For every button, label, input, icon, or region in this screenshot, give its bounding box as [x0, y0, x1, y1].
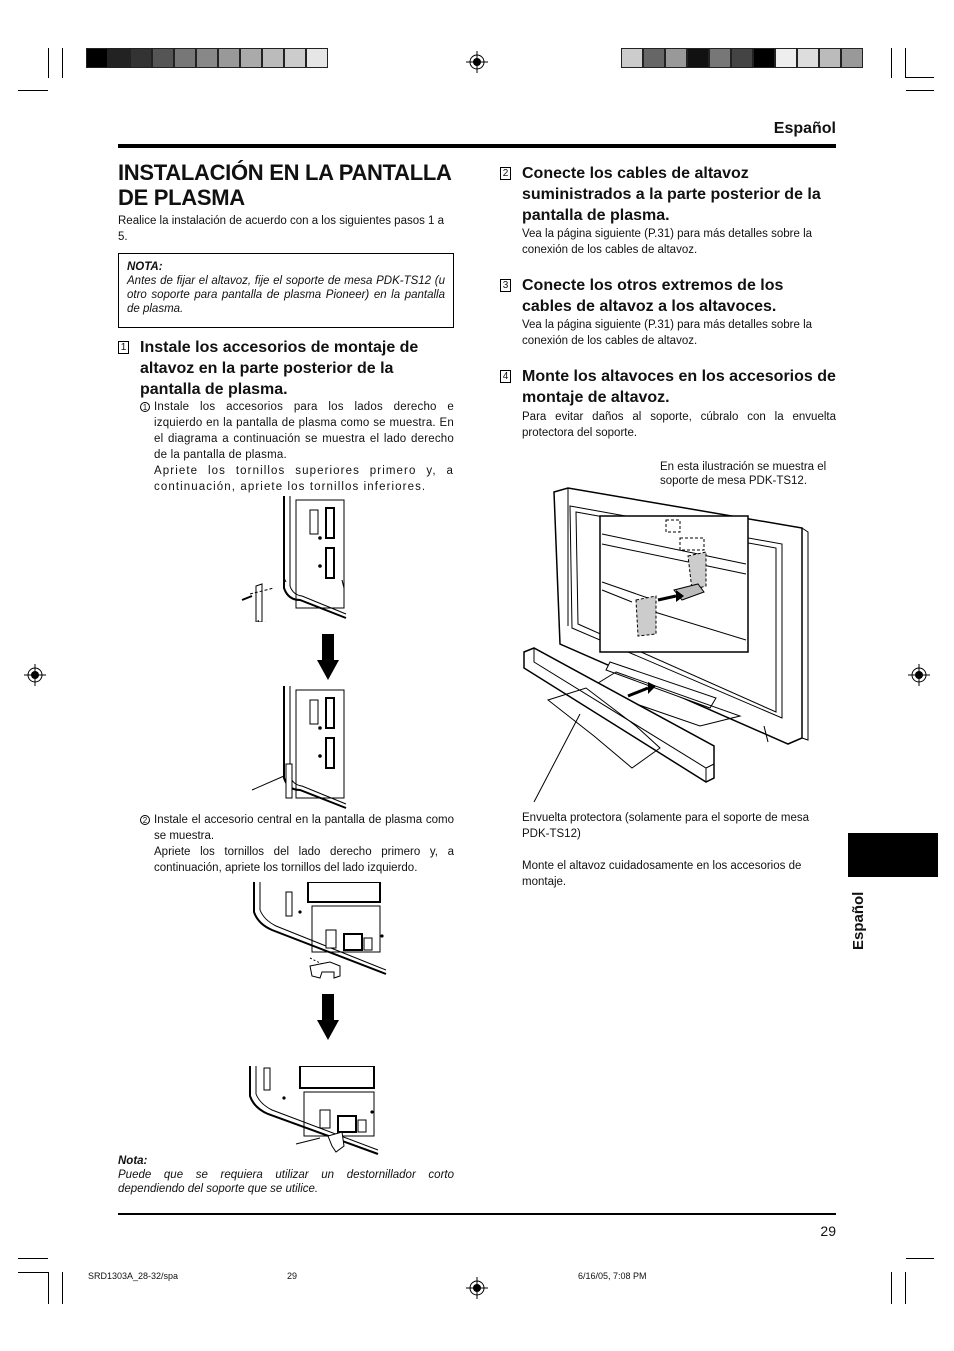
crop-mark: [906, 1258, 934, 1259]
step-1-sub-2: [140, 812, 454, 876]
crop-mark: [905, 48, 906, 78]
step-4-heading: [500, 366, 836, 408]
crop-mark: [18, 1258, 48, 1259]
sub-1-text: Instale los accesorios para los lados derecho e izquierdo en la pantalla de plasma como se muestra. En el diagrama a continuación se muestra el lado derecho de la pantalla de plasma.: [154, 401, 454, 461]
step-3-text: Vea la página siguiente (P.31) para más detalles sobre la conexión de los cables de altavoz.: [522, 319, 813, 347]
illustration-caption-top: En esta ilustración se muestra el soporte de mesa PDK-TS12.: [660, 461, 827, 487]
step-1-heading: [118, 337, 454, 400]
crop-mark: [62, 48, 63, 78]
crop-mark: [891, 48, 892, 78]
footer-page: 29: [287, 1271, 298, 1281]
crop-mark: [906, 77, 934, 78]
sub-2-text-2: Apriete los tornillos del lado derecho primero y, a continuación, apriete los tornillos del lado izquierdo.: [154, 846, 454, 874]
step-2-text: Vea la página siguiente (P.31) para más detalles sobre la conexión de los cables de altavoz.: [522, 228, 813, 256]
registration-mark-icon: [466, 1277, 488, 1299]
step-3-heading: [500, 275, 836, 317]
crop-mark: [18, 90, 48, 91]
down-arrow-icon: [317, 994, 339, 1040]
footer-rule: [118, 1213, 836, 1215]
note-label: NOTA:: [127, 261, 163, 273]
footer-file: SRD1303A_28-32/spa: [88, 1271, 179, 1281]
sub-number: 2: [140, 815, 150, 825]
side-tab-label: Español: [850, 891, 867, 950]
illustration-caption-mount: Monte el altavoz cuidadosamente en los accesorios de montaje.: [522, 860, 802, 888]
page-number: 29: [820, 1223, 836, 1239]
bottom-note: [118, 1154, 454, 1196]
side-bracket-diagram-after: [238, 686, 348, 810]
step-number: 4: [500, 370, 511, 383]
footer-datetime: 6/16/05, 7:08 PM: [578, 1271, 647, 1281]
step-4-text: Para evitar daños al soporte, cúbralo con la envuelta protectora del soporte.: [522, 411, 836, 439]
plasma-display-stand-illustration: [520, 486, 840, 806]
step-2-heading: [500, 163, 836, 226]
sub-number: 1: [140, 402, 150, 412]
header-language: Español: [773, 120, 836, 137]
step-number: 2: [500, 167, 511, 180]
step-3-heading-text: Conecte los otros extremos de los cables de altavoz a los altavoces.: [522, 277, 784, 315]
page-title: INSTALACIÓN EN LA PANTALLA DE PLASMA: [118, 160, 451, 210]
side-tab-block: [848, 833, 938, 877]
crop-mark: [48, 48, 49, 78]
registration-mark-icon: [24, 664, 46, 686]
bottom-note-text: Puede que se requiera utilizar un destornillador corto dependiendo del soporte que se utilice.: [118, 1169, 454, 1195]
note-box: [118, 253, 454, 328]
step-1-sub-1: [140, 399, 454, 495]
step-2-heading-text: Conecte los cables de altavoz suministrados a la parte posterior de la pantalla de plasma.: [522, 165, 821, 224]
sub-1-text-2: Apriete los tornillos superiores primero y, a continuación, apriete los tornillos inferiores.: [154, 465, 454, 493]
crop-mark: [18, 1272, 48, 1273]
note-text: Antes de fijar el altavoz, fije el soporte de mesa PDK-TS12 (u otro soporte para pantalla de plasma Pioneer) en la pantalla de plasma.: [127, 275, 445, 315]
illustration-caption-envelope: Envuelta protectora (solamente para el soporte de mesa PDK-TS12): [522, 812, 810, 840]
down-arrow-icon: [317, 634, 339, 680]
step-4-heading-text: Monte los altavoces en los accesorios de montaje de altavoz.: [522, 368, 836, 406]
intro-text: Realice la instalación de acuerdo con a los siguientes pasos 1 a 5.: [118, 215, 445, 243]
bottom-note-label: Nota:: [118, 1155, 148, 1167]
crop-mark: [48, 1272, 49, 1304]
center-bracket-diagram-before: [250, 882, 390, 986]
step-number: 1: [118, 341, 129, 354]
center-bracket-diagram-after: [246, 1066, 382, 1162]
step-number: 3: [500, 279, 511, 292]
crop-mark: [906, 90, 934, 91]
crop-mark: [905, 1272, 906, 1304]
header-rule: [118, 144, 836, 148]
registration-mark-icon: [908, 664, 930, 686]
sub-2-text: Instale el accesorio central en la pantalla de plasma como se muestra.: [154, 814, 454, 842]
registration-mark-icon: [466, 51, 488, 73]
side-bracket-diagram-before: [238, 496, 348, 622]
crop-mark: [62, 1272, 63, 1304]
step-1-heading-text: Instale los accesorios de montaje de altavoz en la parte posterior de la pantalla de plasma.: [140, 339, 419, 398]
crop-mark: [891, 1272, 892, 1304]
